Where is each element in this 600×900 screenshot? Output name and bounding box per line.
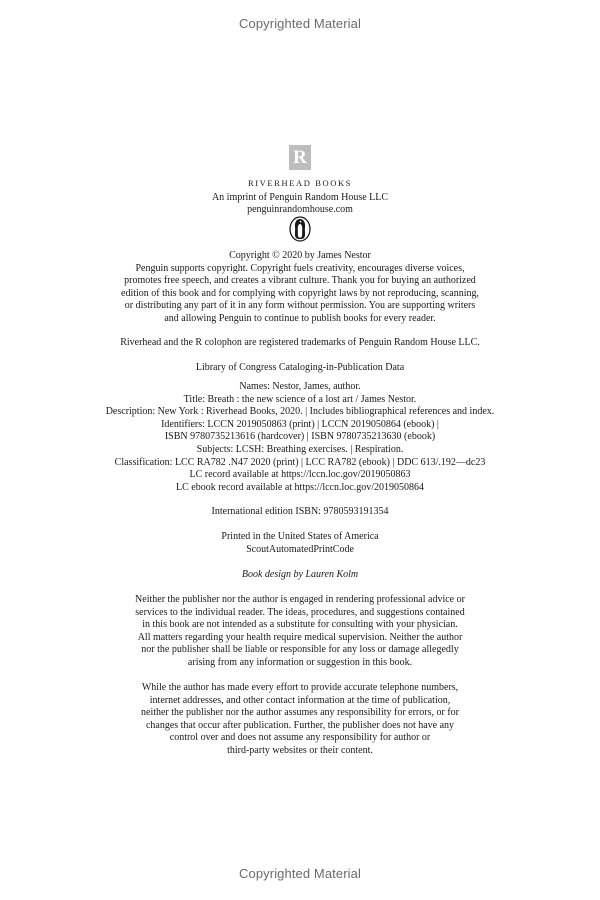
disclaimer-line: control over and does not assume any responsibility for author or xyxy=(169,732,431,744)
cip-line: Description: New York : Riverhead Books, 2020. | Includes bibliographical references and index. xyxy=(105,406,495,418)
publisher-block xyxy=(0,177,600,217)
disclaimer-line: in this book are not intended as a substitute for consulting with your physician. xyxy=(142,619,458,631)
copyright-block xyxy=(0,250,600,326)
riverhead-logo-icon xyxy=(289,145,311,170)
international-isbn xyxy=(0,506,600,519)
imprint-line: An imprint of Penguin Random House LLC xyxy=(211,191,389,203)
cip-heading xyxy=(0,362,600,375)
imprint-name: RIVERHEAD BOOKS xyxy=(247,178,353,188)
disclaimer-health xyxy=(0,594,600,670)
publisher-website: penguinrandomhouse.com xyxy=(247,204,353,216)
cip-line: ISBN 9780735213616 (hardcover) | ISBN 9780735213630 (ebook) xyxy=(164,431,436,443)
design-credit-text: Book design by Lauren Kolm xyxy=(241,569,359,580)
disclaimer-line: nor the publisher shall be liable or responsible for any loss or damage allegedly xyxy=(141,644,459,656)
copyright-line: promotes free speech, and creates a vibrant culture. Thank you for buying an authorized xyxy=(124,275,476,287)
trademark-text: Riverhead and the R colophon are registered trademarks of Penguin Random House LLC. xyxy=(120,337,480,348)
disclaimer-line: neither the publisher nor the author assumes any responsibility for errors, or for xyxy=(141,707,459,719)
watermark-top: Copyrighted Material xyxy=(239,16,361,31)
cip-line: Classification: LCC RA782 .N47 2020 (print) | LCC RA782 (ebook) | DDC 613/.192—dc23 xyxy=(114,456,486,468)
cip-line: Identifiers: LCCN 2019050863 (print) | LCCN 2019050864 (ebook) | xyxy=(161,418,439,430)
cip-line: Names: Nestor, James, author. xyxy=(239,381,361,392)
cip-line: Title: Breath : the new science of a lost art / James Nestor. xyxy=(183,393,417,405)
watermark-bottom: Copyrighted Material xyxy=(239,866,361,881)
disclaimer-line: arising from any information or suggestion in this book. xyxy=(187,656,413,668)
copyright-notice: Copyright © 2020 by James Nestor xyxy=(229,250,371,261)
disclaimer-contact xyxy=(0,682,600,758)
disclaimer-line: Neither the publisher nor the author is engaged in rendering professional advice or xyxy=(135,594,465,605)
cip-line: Subjects: LCSH: Breathing exercises. | Respiration. xyxy=(196,443,404,455)
cip-heading-text: Library of Congress Cataloging-in-Publication Data xyxy=(195,362,405,373)
disclaimer-line: All matters regarding your health require medical supervision. Neither the author xyxy=(137,631,463,643)
cip-data xyxy=(0,381,600,494)
design-credit xyxy=(0,569,600,582)
copyright-line: and allowing Penguin to continue to publish books for every reader. xyxy=(164,312,436,324)
print-code: ScoutAutomatedPrintCode xyxy=(246,543,354,555)
logo-letter: R xyxy=(293,147,307,168)
disclaimer-line: changes that occur after publication. Further, the publisher does not have any xyxy=(145,719,455,731)
international-isbn-text: International edition ISBN: 9780593191354 xyxy=(211,506,389,517)
disclaimer-line: services to the individual reader. The ideas, procedures, and suggestions contained xyxy=(135,606,465,618)
disclaimer-line: internet addresses, and other contact information at the time of publication, xyxy=(149,694,451,706)
cip-line: LC record available at https://lccn.loc.gov/2019050863 xyxy=(189,469,411,481)
disclaimer-line: third-party websites or their content. xyxy=(227,744,373,756)
printed-line: Printed in the United States of America xyxy=(221,531,379,542)
penguin-logo-icon xyxy=(289,216,311,242)
trademark-notice xyxy=(0,337,600,350)
copyright-line: or distributing any part of it in any form without permission. You are supporting writers xyxy=(124,300,476,312)
copyright-line: edition of this book and for complying with copyright laws by not reproducing, scanning, xyxy=(121,287,479,299)
cip-line: LC ebook record available at https://lccn.loc.gov/2019050864 xyxy=(176,481,424,493)
printed-block xyxy=(0,531,600,556)
copyright-line: Penguin supports copyright. Copyright fuels creativity, encourages diverse voices, xyxy=(135,262,465,274)
disclaimer-line: While the author has made every effort to provide accurate telephone numbers, xyxy=(141,682,459,693)
